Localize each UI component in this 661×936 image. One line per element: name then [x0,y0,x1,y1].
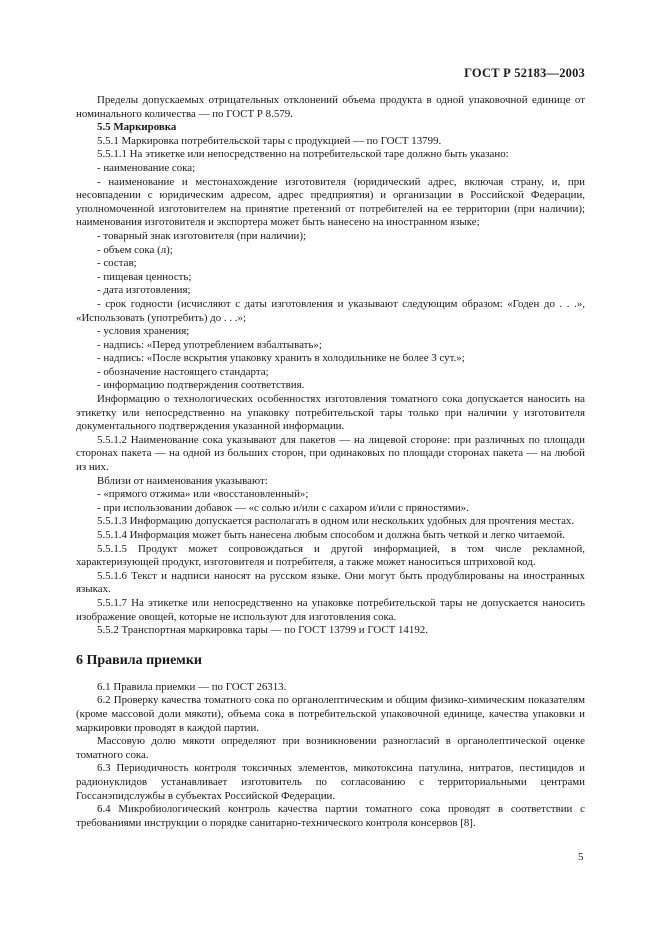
list-item: - пищевая ценность; [97,270,192,283]
paragraph: 5.5.1.3 Информацию допускается располагать в одном или нескольких удобных для прочтения местах. [97,515,575,528]
paragraph: Информацию о технологических особенностях изготовления томатного сока допускается наносить на этикетку или непосредственно на упаковку потребительской тары только при наличии у изготовителя документального подтверждения указанной информации. [76,393,585,433]
paragraph: 5.5.1.4 Информация может быть нанесена любым способом и должна быть четкой и легко читаемой. [97,529,565,541]
section-heading: 6 Правила приемки [76,652,202,668]
list-item: - состав; [97,257,137,270]
page-number: 5 [578,851,584,863]
list-item: - надпись: «После вскрытия упаковку хранить в холодильнике не более 3 сут.»; [97,352,465,365]
paragraph: 5.5.1 Маркировка потребительской тары с продукцией — по ГОСТ 13799. [97,134,442,147]
subsection-heading: 5.5 Маркировка [97,121,177,134]
list-item: - обозначение настоящего стандарта; [97,365,269,378]
document-body [76,94,585,830]
paragraph: 5.5.1.6 Текст и надписи наносят на русском языке. Они могут быть продублированы на иностранных языках. [76,569,585,596]
paragraph: 6.2 Проверку качества томатного сока по органолептическим и общим физико-химическим показателям (кроме массовой доли мякоти), объема сока в потребительской упаковочной единице, качества упаковки и маркировки проводят в каждой партии. [76,694,585,734]
list-item: - объем сока (л); [97,243,173,256]
paragraph: Пределы допускаемых отрицательных отклонений объема продукта в одной упаковочной единице от номинального количества — по ГОСТ Р 8.579. [76,94,585,120]
list-item: - надпись: «Перед употреблением взбалтывать»; [97,338,322,351]
paragraph: 6.4 Микробиологический контроль качества партии томатного сока проводят в соответствии с требованиями инструкции о порядке санитарно-технического контроля консервов [8]. [76,803,585,829]
list-item: - «прямого отжима» или «восстановленный»; [97,488,309,501]
paragraph: 6.3 Периодичность контроля токсичных элементов, микотоксина патулина, нитратов, пестицидов и радионуклидов устанавливает изготовитель по согласованию с территориальными центрами Госсанэпидслужбы в субъектах Российской Федерации. [76,762,585,802]
list-item: - условия хранения; [97,325,190,338]
list-item: - при использовании добавок — «с солью и/или с сахаром и/или с пряностями». [97,501,469,514]
paragraph: 5.5.1.2 Наименование сока указывают для пакетов — на лицевой стороне: при различных по площади сторонах пакета — на одной из больших сторон, при одинаковых по площади сторонах пакета — на любой из них. [76,433,585,474]
paragraph: 6.1 Правила приемки — по ГОСТ 26313. [97,680,287,693]
list-item: - наименование сока; [97,161,196,174]
paragraph: 5.5.1.5 Продукт может сопровождаться и другой информацией, в том числе рекламной, характеризующей продукт, изготовителя и потребителя, а также может наноситься штриховой код. [76,542,585,569]
list-item: - дата изготовления; [97,284,191,297]
list-item: - наименование и местонахождение изготовителя (юридический адрес, включая страну, и, при несовпадении с юридическим адресом, адрес предприятия) и организации в Российской Федерации, уполномоченной изготовителем на принятие претензий от потребителей на ее территории (при наличии); наименования изготовителя и экспортера может быть нанесено на иностранном языке; [76,175,585,229]
list-item: - товарный знак изготовителя (при наличии); [97,229,307,242]
list-item: - информацию подтверждения соответствия. [97,379,305,392]
paragraph: Вблизи от наименования указывают: [97,474,268,487]
paragraph: 5.5.1.7 На этикетке или непосредственно на упаковке потребительской тары не допускается наносить изображение овощей, которые не используют для изготовления сока. [76,596,585,623]
paragraph: 5.5.2 Транспортная маркировка тары — по ГОСТ 13799 и ГОСТ 14192. [97,624,428,637]
list-item: - срок годности (исчисляют с даты изготовления и указывают следующим образом: «Годен до . . .», «Использовать (употребить) до . . .»; [76,297,585,324]
paragraph: Массовую долю мякоти определяют при возникновении разногласий в органолептической оценке томатного сока. [76,735,585,761]
document-header: ГОСТ Р 52183—2003 [464,66,585,80]
paragraph: 5.5.1.1 На этикетке или непосредственно на потребительской таре должно быть указано: [97,148,509,161]
